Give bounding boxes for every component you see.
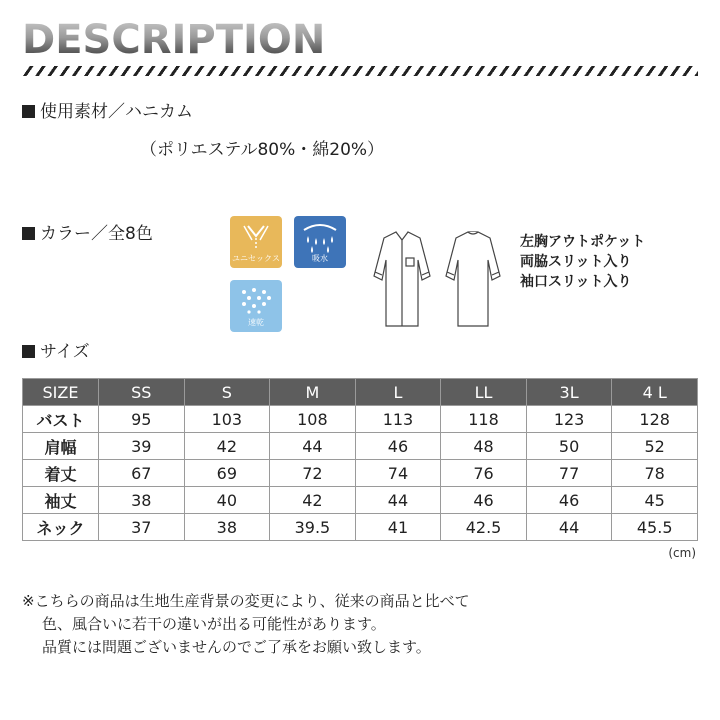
table-cell: 95 (99, 406, 185, 433)
table-cell: 39.5 (270, 514, 356, 541)
table-cell: 46 (526, 487, 612, 514)
feature-item: 左胸アウトポケット (520, 234, 646, 250)
table-row (23, 514, 698, 541)
feature-item: 両脇スリット入り (520, 254, 632, 270)
table-cell: 38 (184, 514, 270, 541)
row-label: 肩幅 (23, 433, 99, 460)
table-cell: 123 (526, 406, 612, 433)
table-cell: 40 (184, 487, 270, 514)
row-label: バスト (23, 406, 99, 433)
size-column-header: 3L (526, 379, 612, 406)
table-cell: 42 (270, 487, 356, 514)
table-cell: 67 (99, 460, 185, 487)
material-heading-text: 使用素材／ハニカム (40, 102, 193, 122)
table-cell: 74 (355, 460, 441, 487)
unisex-tile (230, 216, 282, 268)
table-cell: 118 (441, 406, 527, 433)
size-heading (22, 340, 90, 364)
table-cell: 44 (526, 514, 612, 541)
table-cell: 42 (184, 433, 270, 460)
square-bullet-icon (22, 345, 35, 358)
table-cell: 45 (612, 487, 698, 514)
size-table (22, 378, 698, 541)
row-label: ネック (23, 514, 99, 541)
table-cell: 78 (612, 460, 698, 487)
notice-line: 色、風合いに若干の違いが出る可能性があります。 (42, 615, 386, 633)
unisex-label: ユニセックス (232, 254, 280, 263)
notice-text (22, 590, 470, 659)
quick-dry-tile (230, 280, 282, 332)
notice-line: ※こちらの商品は生地生産背景の変更により、従来の商品と比べて (22, 592, 470, 610)
absorb-label: 吸水 (312, 254, 328, 263)
size-table-header-row (23, 379, 698, 406)
size-column-header: S (184, 379, 270, 406)
table-cell: 41 (355, 514, 441, 541)
table-row (23, 487, 698, 514)
size-corner-cell: SIZE (23, 379, 99, 406)
size-heading-text: サイズ (40, 342, 90, 362)
page-title: DESCRIPTION (22, 14, 325, 66)
color-heading (22, 222, 153, 246)
table-cell: 38 (99, 487, 185, 514)
table-row (23, 406, 698, 433)
table-row (23, 433, 698, 460)
header-stripe-divider (22, 66, 698, 76)
table-cell: 50 (526, 433, 612, 460)
size-column-header: L (355, 379, 441, 406)
feature-item: 袖口スリット入り (520, 274, 632, 290)
shirt-illustration (360, 226, 512, 332)
table-cell: 46 (355, 433, 441, 460)
table-cell: 48 (441, 433, 527, 460)
size-column-header: 4 L (612, 379, 698, 406)
table-cell: 69 (184, 460, 270, 487)
size-column-header: SS (99, 379, 185, 406)
table-cell: 77 (526, 460, 612, 487)
table-cell: 45.5 (612, 514, 698, 541)
color-heading-text: カラー／全8色 (40, 224, 153, 244)
square-bullet-icon (22, 227, 35, 240)
quick-dry-label: 速乾 (248, 318, 264, 327)
table-cell: 39 (99, 433, 185, 460)
row-label: 袖丈 (23, 487, 99, 514)
row-label: 着丈 (23, 460, 99, 487)
material-composition: （ポリエステル80%・綿20%） (140, 140, 385, 160)
absorb-tile (294, 216, 346, 268)
unit-label: (cm) (668, 546, 696, 560)
notice-line: 品質には問題ございませんのでご了承をお願い致します。 (42, 638, 431, 656)
table-cell: 46 (441, 487, 527, 514)
table-cell: 76 (441, 460, 527, 487)
feature-list (520, 232, 645, 292)
table-cell: 42.5 (441, 514, 527, 541)
size-column-header: M (270, 379, 356, 406)
table-cell: 108 (270, 406, 356, 433)
table-row (23, 460, 698, 487)
table-cell: 128 (612, 406, 698, 433)
table-cell: 113 (355, 406, 441, 433)
table-cell: 44 (355, 487, 441, 514)
material-heading (22, 100, 193, 124)
square-bullet-icon (22, 105, 35, 118)
size-column-header: LL (441, 379, 527, 406)
table-cell: 52 (612, 433, 698, 460)
table-cell: 72 (270, 460, 356, 487)
table-cell: 37 (99, 514, 185, 541)
table-cell: 44 (270, 433, 356, 460)
table-cell: 103 (184, 406, 270, 433)
